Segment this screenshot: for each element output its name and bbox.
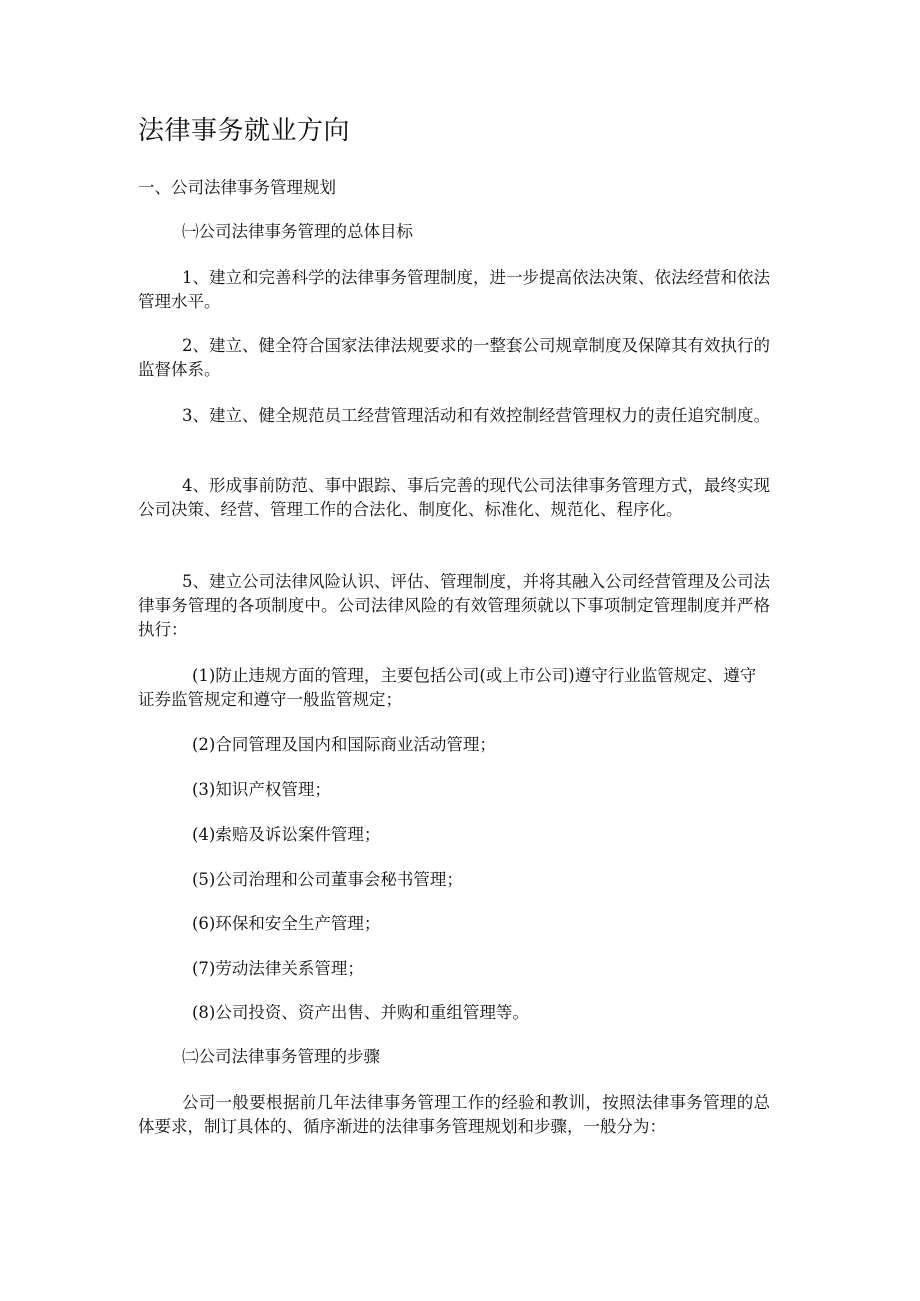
closing-paragraph: 公司一般要根据前几年法律事务管理工作的经验和教训，按照法律事务管理的总体要求，制订具体的、循序渐进的法律事务管理规划和步骤，一般分为： <box>138 1093 770 1136</box>
list-item-5: (5)公司治理和公司董事会秘书管理； <box>192 870 463 889</box>
subsection-heading-1: ㈠公司法律事务管理的总体目标 <box>182 222 413 241</box>
subsection-heading-2: ㈡公司法律事务管理的步骤 <box>182 1047 380 1066</box>
list-item-6: (6)环保和安全生产管理； <box>192 914 381 933</box>
goal-paragraph-5: 5、建立公司法律风险认识、评估、管理制度，并将其融入公司经营管理及公司法律事务管理的各项制度中。公司法律风险的有效管理须就以下事项制定管理制度并严格执行： <box>138 572 770 639</box>
goal-paragraph-4: 4、形成事前防范、事中跟踪、事后完善的现代公司法律事务管理方式，最终实现公司决策、经营、管理工作的合法化、制度化、标准化、规范化、程序化。 <box>138 476 770 519</box>
list-item-3: (3)知识产权管理； <box>192 780 331 799</box>
list-item-2: (2)合同管理及国内和国际商业活动管理； <box>192 735 496 754</box>
goal-paragraph-2: 2、建立、健全符合国家法律法规要求的一整套公司规章制度及保障其有效执行的监督体系。 <box>138 336 770 379</box>
list-item-1: (1)防止违规方面的管理，主要包括公司(或上市公司)遵守行业监管规定、遵守证券监管规定和遵守一般监管规定； <box>138 666 757 709</box>
goal-paragraph-3: 3、建立、健全规范员工经营管理活动和有效控制经营管理权力的责任追究制度。 <box>182 406 770 425</box>
goal-paragraph-1: 1、建立和完善科学的法律事务管理制度，进一步提高依法决策、依法经营和依法管理水平。 <box>138 268 770 311</box>
list-item-4: (4)索赔及诉讼案件管理； <box>192 825 381 844</box>
list-item-8: (8)公司投资、资产出售、并购和重组管理等。 <box>192 1003 529 1022</box>
document-title: 法律事务就业方向 <box>138 116 351 146</box>
list-item-7: (7)劳动法律关系管理； <box>192 959 364 978</box>
section-heading-1: 一、公司法律事务管理规划 <box>138 178 336 197</box>
